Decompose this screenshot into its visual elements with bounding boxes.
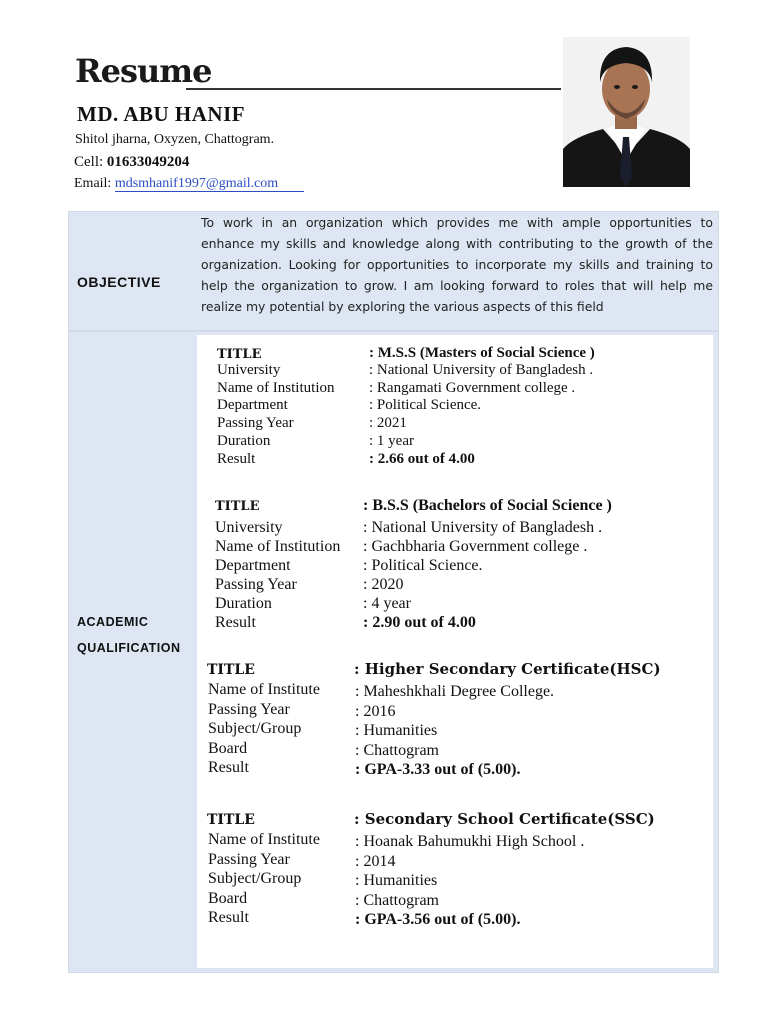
hsc-value: : Humanities	[355, 722, 438, 739]
mss-title: : M.S.S (Masters of Social Science )	[369, 345, 595, 361]
cell-label: Cell:	[74, 154, 104, 170]
bss-value: : National University of Bangladesh .	[363, 519, 603, 536]
hsc-label: Passing Year	[208, 700, 290, 718]
hsc-value: : Maheshkhali Degree College.	[355, 683, 555, 700]
mss-label: Department	[217, 397, 288, 414]
address: Shitol jharna, Oxyzen, Chattogram.	[75, 132, 275, 147]
mss-result: : 2.66 out of 4.00	[369, 450, 475, 467]
academic-details	[197, 335, 713, 968]
hsc-value: : 2016	[355, 702, 396, 720]
ssc-value: : Humanities	[355, 872, 438, 889]
ssc-value: : 2014	[355, 852, 396, 870]
profile-photo	[563, 37, 690, 187]
bss-label: Name of Institution	[215, 538, 341, 555]
hsc-value: : Chattogram	[355, 741, 439, 759]
email-label: Email:	[74, 176, 112, 191]
hsc-result: : GPA-3.33 out of (5.00).	[355, 761, 521, 778]
objective-text: To work in an organization which provides me with ample opportunities to enhance my skills and knowledge along with contributing to the growth of the organization. Looking for opportunities to incorporate my skills and training to help the organization to grow. I am looking forward to roles that will help me realize my potential by exploring the various aspects of this field	[201, 215, 713, 314]
mss-value: : Political Science.	[369, 397, 482, 414]
academic-label-line2: QUALIFICATION	[77, 641, 181, 655]
ssc-label: Result	[208, 909, 249, 926]
mss-labels	[217, 362, 334, 468]
title-underline	[186, 88, 561, 90]
mss-value: : 2021	[369, 415, 407, 432]
bss-title-label: TITLE	[215, 499, 260, 514]
ssc-title: : Secondary School Certificate(SSC)	[354, 810, 655, 828]
ssc-value: : Chattogram	[355, 891, 439, 909]
bss-value: : 4 year	[363, 595, 411, 612]
resume-title: Resume	[75, 52, 212, 90]
email-line	[74, 176, 304, 192]
academic-label-line1: ACADEMIC	[77, 615, 149, 629]
ssc-label: Board	[208, 889, 248, 907]
ssc-label: Name of Institute	[208, 831, 320, 848]
bss-result: : 2.90 out of 4.00	[363, 614, 476, 631]
bss-label: Department	[215, 557, 291, 574]
hsc-label: Subject/Group	[208, 720, 302, 737]
academic-section	[68, 331, 719, 973]
mss-value: : Rangamati Government college .	[369, 379, 576, 396]
bss-title: : B.S.S (Bachelors of Social Science )	[363, 497, 612, 514]
mss-value: : 1 year	[369, 432, 414, 449]
mss-title-label: TITLE	[217, 347, 262, 362]
email-link[interactable]: mdsmhanif1997@gmail.com	[115, 176, 304, 192]
bss-label: Duration	[215, 595, 272, 612]
bss-value: : 2020	[363, 576, 404, 593]
candidate-name: MD. ABU HANIF	[77, 102, 246, 126]
hsc-title: : Higher Secondary Certificate(HSC)	[354, 660, 661, 678]
objective-label: OBJECTIVE	[77, 274, 161, 290]
academic-label	[77, 609, 180, 661]
ssc-title-label: TITLE	[207, 812, 255, 828]
bss-value: : Political Science.	[363, 557, 483, 574]
hsc-label: Result	[208, 759, 249, 776]
hsc-title-label: TITLE	[207, 662, 255, 678]
bss-value: : Gachbharia Government college .	[363, 538, 588, 555]
mss-label: Duration	[217, 432, 271, 449]
mss-value: : National University of Bangladesh .	[369, 362, 594, 378]
hsc-label: Name of Institute	[208, 681, 320, 698]
ssc-value: : Hoanak Bahumukhi High School .	[355, 833, 585, 850]
hsc-label: Board	[208, 739, 248, 757]
cell-number: 01633049204	[106, 154, 190, 170]
mss-label: University	[217, 362, 281, 378]
mss-label: Name of Institution	[217, 379, 335, 396]
bss-label: Passing Year	[215, 576, 297, 593]
objective-section	[68, 211, 719, 331]
ssc-result: : GPA-3.56 out of (5.00).	[355, 911, 521, 928]
bss-label: Result	[215, 614, 256, 631]
mss-label: Passing Year	[217, 415, 294, 432]
cell-line	[74, 154, 189, 171]
ssc-label: Subject/Group	[208, 870, 302, 887]
mss-label: Result	[217, 450, 256, 467]
ssc-label: Passing Year	[208, 850, 290, 868]
bss-label: University	[215, 519, 283, 536]
